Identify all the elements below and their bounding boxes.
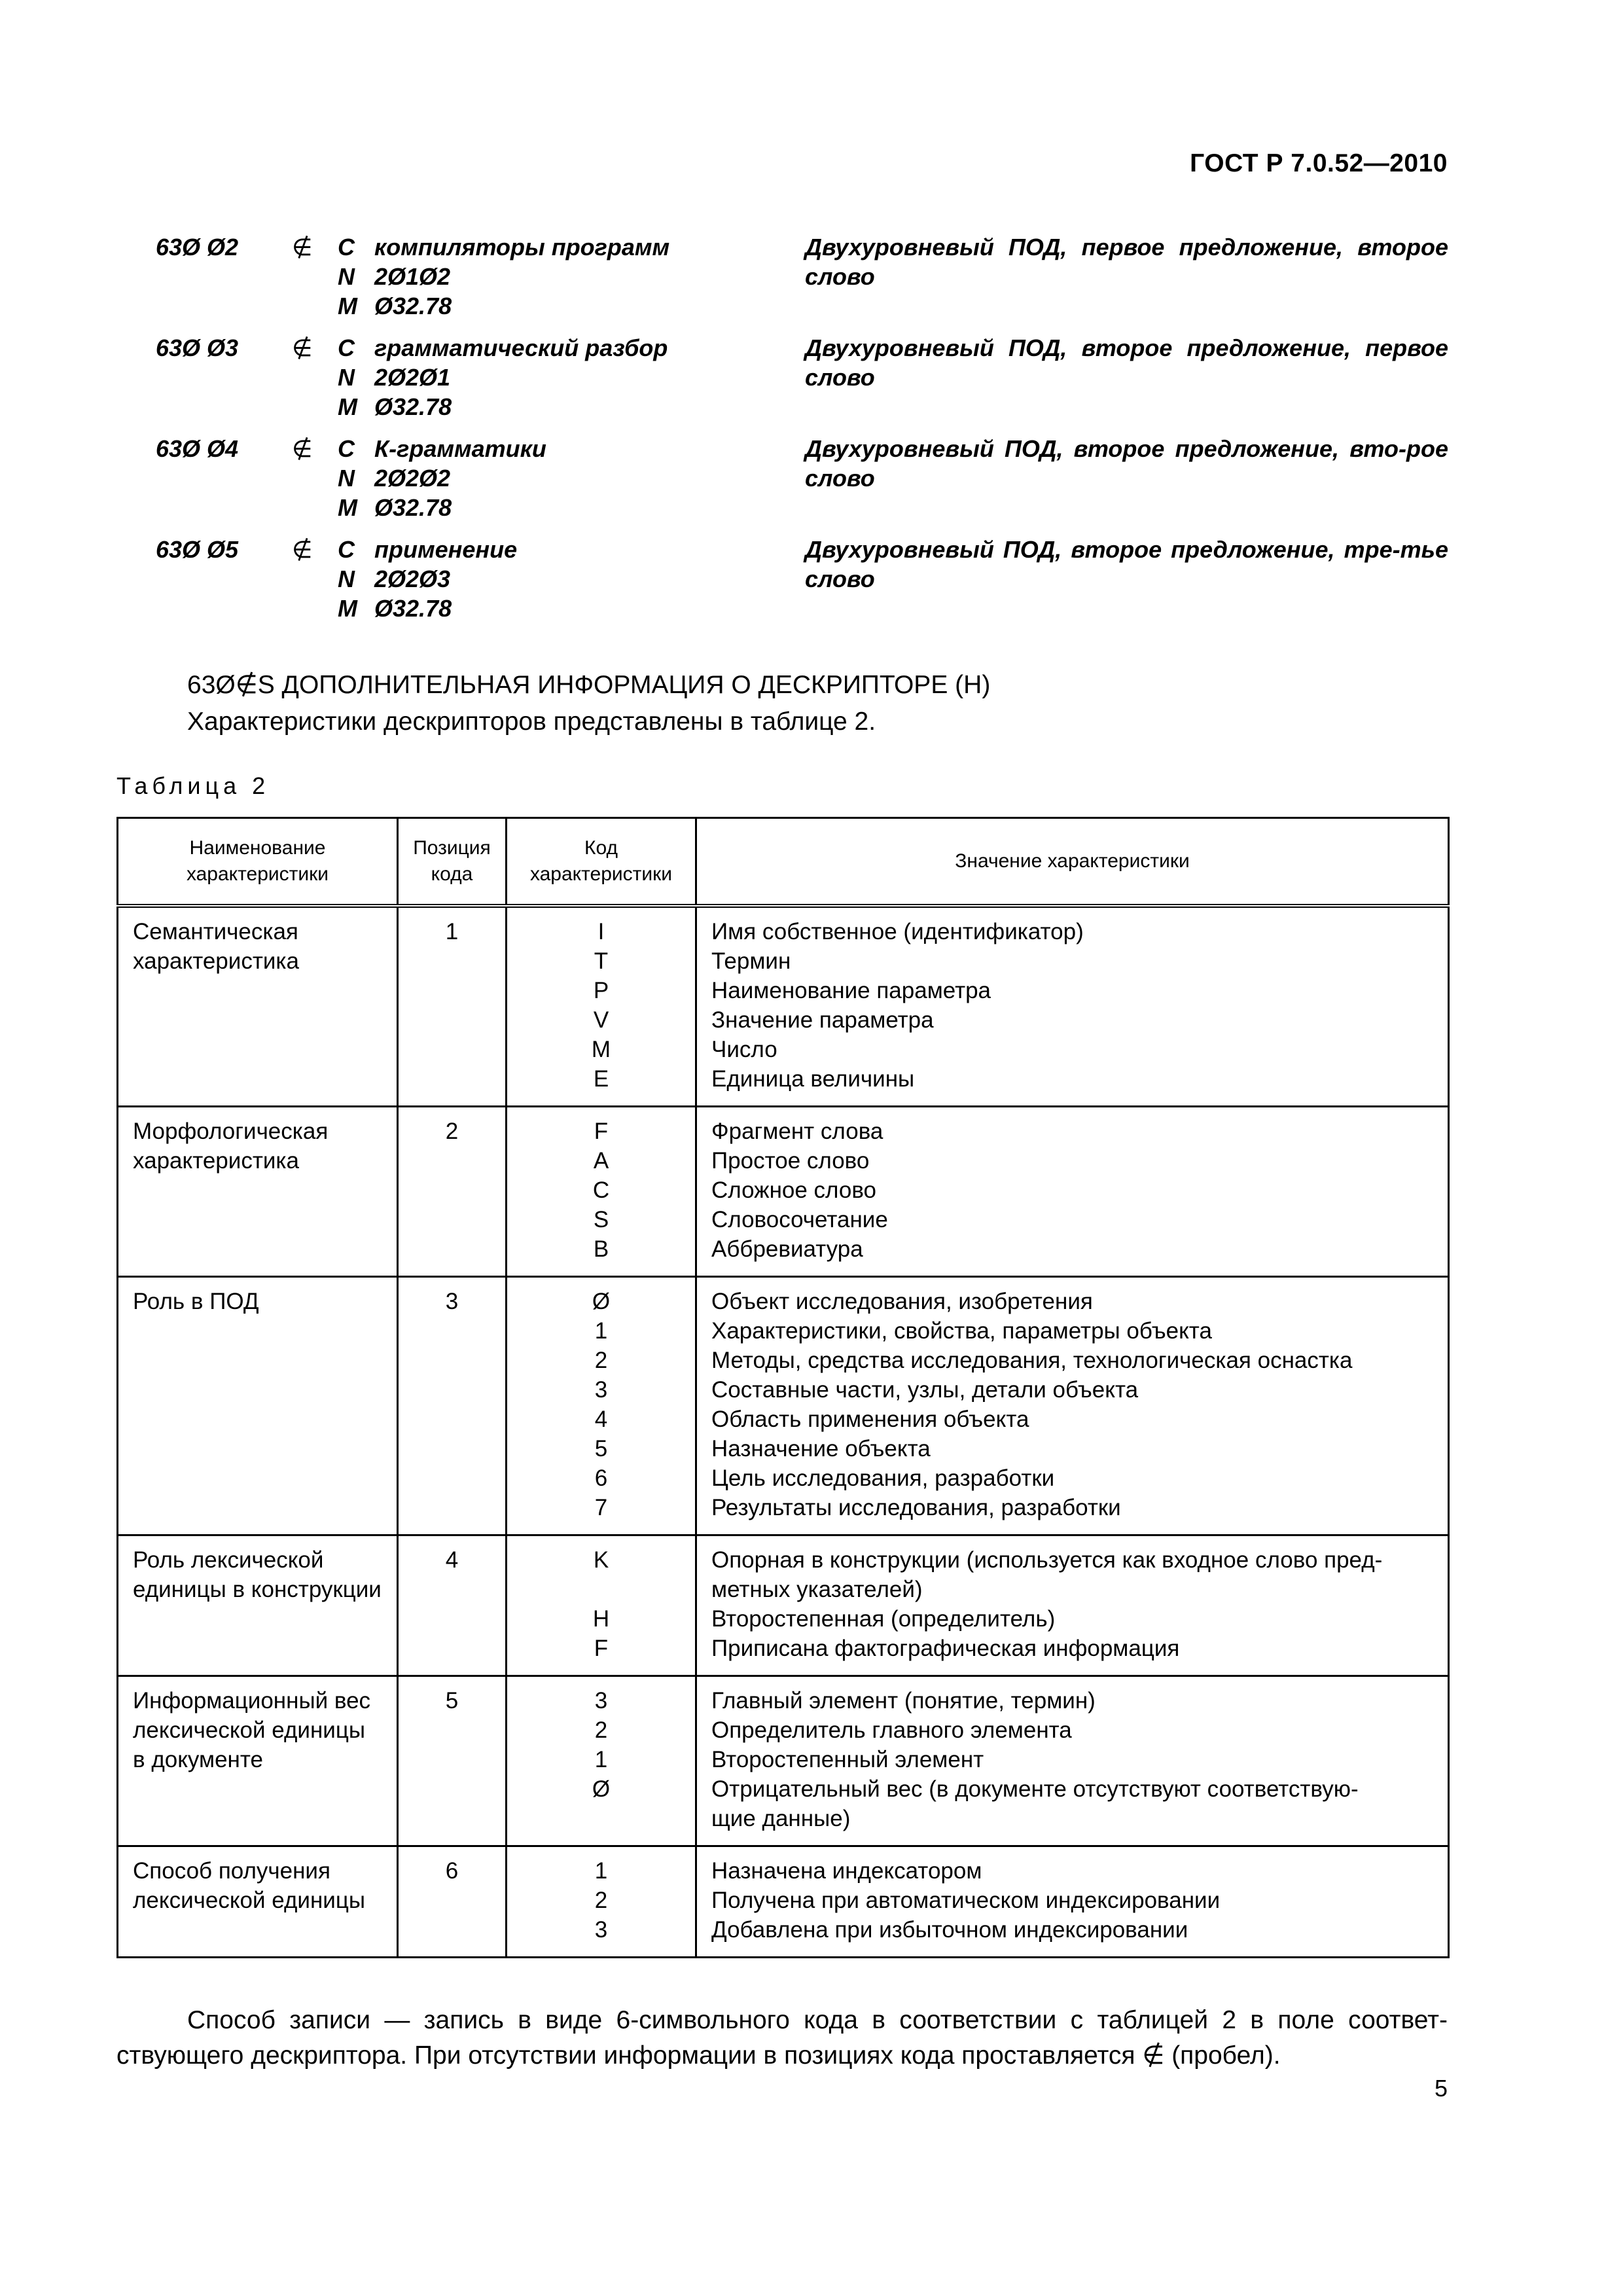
page-number: 5 bbox=[1434, 2075, 1448, 2102]
blank-symbol: ∉ bbox=[292, 234, 313, 260]
entry-line-m bbox=[338, 594, 517, 623]
value-line: Главный элемент (понятие, термин) bbox=[711, 1688, 1096, 1713]
entry-code: 63Ø Ø2 bbox=[156, 234, 239, 260]
entry-line-m bbox=[338, 392, 668, 422]
value-line: Опорная в конструкции (используется как входное слово пред- bbox=[711, 1547, 1383, 1573]
value-line: метных указателей) bbox=[711, 1577, 923, 1602]
code-value: 3 bbox=[594, 1377, 608, 1403]
line-letter: C bbox=[338, 234, 355, 260]
value-line: Назначена индексатором bbox=[711, 1858, 982, 1884]
code-value: 1 bbox=[594, 1858, 608, 1884]
value-line: Назначение объекта bbox=[711, 1436, 931, 1462]
blank-symbol: ∉ bbox=[292, 435, 313, 462]
cell-values bbox=[696, 1535, 1449, 1676]
code-value: 2 bbox=[594, 1717, 608, 1743]
entry-list bbox=[116, 232, 1448, 636]
value-line: щие данные) bbox=[711, 1806, 851, 1831]
cell-codes bbox=[507, 1846, 696, 1958]
characteristics-table bbox=[116, 817, 1450, 1958]
code-value: K bbox=[593, 1547, 609, 1573]
code-value: H bbox=[592, 1606, 610, 1632]
code-value: V bbox=[593, 1007, 609, 1033]
line-letter: C bbox=[338, 334, 355, 361]
entry-lines bbox=[338, 333, 668, 422]
code-value: S bbox=[593, 1207, 609, 1232]
code-value: B bbox=[593, 1236, 609, 1262]
cell-codes bbox=[507, 1277, 696, 1535]
value-line: Цель исследования, разработки bbox=[711, 1465, 1055, 1491]
entry-line-n bbox=[338, 564, 517, 594]
entry-m-value: Ø32.78 bbox=[374, 393, 452, 420]
section-heading: 63Ø∉S ДОПОЛНИТЕЛЬНАЯ ИНФОРМАЦИЯ О ДЕСКРИПТОРЕ (Н) bbox=[187, 671, 991, 699]
closing-text: Способ записи — запись в виде 6-символьного кода в соответствии с таблицей 2 в поле соответ-ствующего дескриптора. При отсутствии информации в позициях кода проставляется ∉ (пробел). bbox=[116, 2006, 1448, 2070]
cell-values bbox=[696, 1107, 1449, 1277]
entry-lines bbox=[338, 434, 546, 522]
table-row bbox=[118, 1107, 1449, 1277]
code-value: P bbox=[593, 978, 609, 1003]
entry-term: применение bbox=[374, 536, 518, 563]
table-header-row bbox=[118, 818, 1449, 906]
blank-symbol: ∉ bbox=[292, 334, 313, 361]
line-letter: N bbox=[338, 263, 355, 290]
code-value: Ø bbox=[592, 1289, 611, 1314]
header-value: Значение характеристики bbox=[696, 818, 1449, 906]
code-value: 7 bbox=[594, 1495, 608, 1520]
cell-name: Способ получения лексической единицы bbox=[118, 1846, 398, 1958]
code-value: E bbox=[593, 1066, 609, 1092]
cell-codes bbox=[507, 906, 696, 1107]
code-value: 2 bbox=[594, 1888, 608, 1913]
code-value: 6 bbox=[594, 1465, 608, 1491]
value-line: Единица величины bbox=[711, 1066, 915, 1092]
entry-m-value: Ø32.78 bbox=[374, 595, 452, 622]
code-value: 3 bbox=[594, 1688, 608, 1713]
value-line: Сложное слово bbox=[711, 1177, 877, 1203]
value-line: Получена при автоматическом индексировании bbox=[711, 1888, 1221, 1913]
value-line: Простое слово bbox=[711, 1148, 870, 1174]
cell-codes bbox=[507, 1107, 696, 1277]
value-line: Второстепенная (определитель) bbox=[711, 1606, 1056, 1632]
header-name: Наименование характеристики bbox=[118, 818, 398, 906]
cell-codes bbox=[507, 1535, 696, 1676]
code-value: 1 bbox=[594, 1318, 608, 1344]
entry bbox=[116, 434, 1448, 535]
value-line: Фрагмент слова bbox=[711, 1119, 883, 1144]
entry bbox=[116, 535, 1448, 636]
value-line: Число bbox=[711, 1037, 777, 1062]
value-line: Наименование параметра bbox=[711, 978, 991, 1003]
value-line: Отрицательный вес (в документе отсутствуют соответствую- bbox=[711, 1776, 1359, 1802]
entry-number: 2Ø2Ø2 bbox=[374, 465, 451, 492]
value-line: Определитель главного элемента bbox=[711, 1717, 1072, 1743]
value-line: Аббревиатура bbox=[711, 1236, 863, 1262]
entry-term: грамматический разбор bbox=[374, 334, 668, 361]
line-letter: M bbox=[338, 393, 357, 420]
table-row bbox=[118, 1535, 1449, 1676]
table-row bbox=[118, 906, 1449, 1107]
code-value: 5 bbox=[594, 1436, 608, 1462]
value-line: Значение параметра bbox=[711, 1007, 934, 1033]
value-line: Методы, средства исследования, технологическая оснастка bbox=[711, 1348, 1353, 1373]
code-value: T bbox=[594, 948, 609, 974]
line-letter: C bbox=[338, 435, 355, 462]
cell-position: 3 bbox=[398, 1277, 507, 1535]
entry-line-c bbox=[338, 333, 668, 363]
cell-position: 5 bbox=[398, 1676, 507, 1846]
line-letter: N bbox=[338, 565, 355, 592]
cell-name: Информационный вес лексической единицы в документе bbox=[118, 1676, 398, 1846]
table-row bbox=[118, 1846, 1449, 1958]
entry bbox=[116, 232, 1448, 333]
cell-values bbox=[696, 1277, 1449, 1535]
entry-line-m bbox=[338, 493, 546, 522]
code-value: M bbox=[591, 1037, 611, 1062]
entry-lines bbox=[338, 535, 517, 623]
entry-line-n bbox=[338, 363, 668, 392]
entry-number: 2Ø2Ø1 bbox=[374, 364, 451, 391]
value-line: Добавлена при избыточном индексировании bbox=[711, 1917, 1188, 1943]
blank-symbol: ∉ bbox=[292, 536, 313, 563]
value-line: Составные части, узлы, детали объекта bbox=[711, 1377, 1139, 1403]
cell-position: 4 bbox=[398, 1535, 507, 1676]
entry-number: 2Ø1Ø2 bbox=[374, 263, 451, 290]
entry-description: Двухуровневый ПОД, второе предложение, первое слово bbox=[805, 334, 1448, 391]
entry-lines bbox=[338, 232, 669, 321]
cell-name: Морфологическая характеристика bbox=[118, 1107, 398, 1277]
entry bbox=[116, 333, 1448, 434]
header-code: Код характеристики bbox=[507, 818, 696, 906]
code-value: A bbox=[593, 1148, 609, 1174]
cell-codes bbox=[507, 1676, 696, 1846]
value-line: Термин bbox=[711, 948, 791, 974]
entry-number: 2Ø2Ø3 bbox=[374, 565, 451, 592]
code-value bbox=[522, 1575, 681, 1604]
table-label: Таблица 2 bbox=[116, 772, 270, 799]
code-value: 3 bbox=[594, 1917, 608, 1943]
line-letter: M bbox=[338, 494, 357, 521]
cell-position: 6 bbox=[398, 1846, 507, 1958]
code-value: F bbox=[594, 1636, 609, 1661]
entry-line-n bbox=[338, 463, 546, 493]
value-line: Имя собственное (идентификатор) bbox=[711, 919, 1084, 944]
code-value: 4 bbox=[594, 1407, 608, 1432]
cell-name: Роль лексической единицы в конструкции bbox=[118, 1535, 398, 1676]
value-line: Результаты исследования, разработки bbox=[711, 1495, 1121, 1520]
code-value: C bbox=[592, 1177, 610, 1203]
line-letter: C bbox=[338, 536, 355, 563]
cell-values bbox=[696, 1676, 1449, 1846]
entry-description: Двухуровневый ПОД, первое предложение, второе слово bbox=[805, 234, 1448, 290]
entry-term: компиляторы программ bbox=[374, 234, 670, 260]
cell-name: Семантическая характеристика bbox=[118, 906, 398, 1107]
code-value: 1 bbox=[594, 1747, 608, 1772]
code-value bbox=[522, 1804, 681, 1833]
code-value: 2 bbox=[594, 1348, 608, 1373]
line-letter: M bbox=[338, 595, 357, 622]
entry-line-n bbox=[338, 262, 669, 291]
cell-position: 2 bbox=[398, 1107, 507, 1277]
value-line: Приписана фактографическая информация bbox=[711, 1636, 1180, 1661]
code-value: I bbox=[597, 919, 605, 944]
line-letter: N bbox=[338, 465, 355, 492]
entry-code: 63Ø Ø5 bbox=[156, 536, 239, 563]
entry-code: 63Ø Ø3 bbox=[156, 334, 239, 361]
cell-values bbox=[696, 906, 1449, 1107]
entry-line-c bbox=[338, 535, 517, 564]
document-id: ГОСТ Р 7.0.52—2010 bbox=[1190, 149, 1448, 177]
closing-paragraph bbox=[116, 2003, 1448, 2073]
value-line: Объект исследования, изобретения bbox=[711, 1289, 1093, 1314]
code-value: Ø bbox=[592, 1776, 611, 1802]
section-intro: Характеристики дескрипторов представлены в таблице 2. bbox=[187, 708, 876, 736]
entry-line-c bbox=[338, 434, 546, 463]
code-value: F bbox=[594, 1119, 609, 1144]
table-row bbox=[118, 1277, 1449, 1535]
table-row bbox=[118, 1676, 1449, 1846]
cell-values bbox=[696, 1846, 1449, 1958]
value-line: Область применения объекта bbox=[711, 1407, 1029, 1432]
line-letter: N bbox=[338, 364, 355, 391]
value-line: Характеристики, свойства, параметры объекта bbox=[711, 1318, 1212, 1344]
entry-description: Двухуровневый ПОД, второе предложение, вто-рое слово bbox=[805, 435, 1448, 492]
entry-line-m bbox=[338, 291, 669, 321]
line-letter: M bbox=[338, 293, 357, 319]
entry-m-value: Ø32.78 bbox=[374, 494, 452, 521]
entry-description: Двухуровневый ПОД, второе предложение, тре-тье слово bbox=[805, 536, 1448, 592]
cell-name: Роль в ПОД bbox=[118, 1277, 398, 1535]
cell-position: 1 bbox=[398, 906, 507, 1107]
entry-code: 63Ø Ø4 bbox=[156, 435, 239, 462]
entry-m-value: Ø32.78 bbox=[374, 293, 452, 319]
header-position: Позиция кода bbox=[398, 818, 507, 906]
value-line: Второстепенный элемент bbox=[711, 1747, 984, 1772]
value-line: Словосочетание bbox=[711, 1207, 888, 1232]
entry-line-c bbox=[338, 232, 669, 262]
entry-term: К-грамматики bbox=[374, 435, 546, 462]
